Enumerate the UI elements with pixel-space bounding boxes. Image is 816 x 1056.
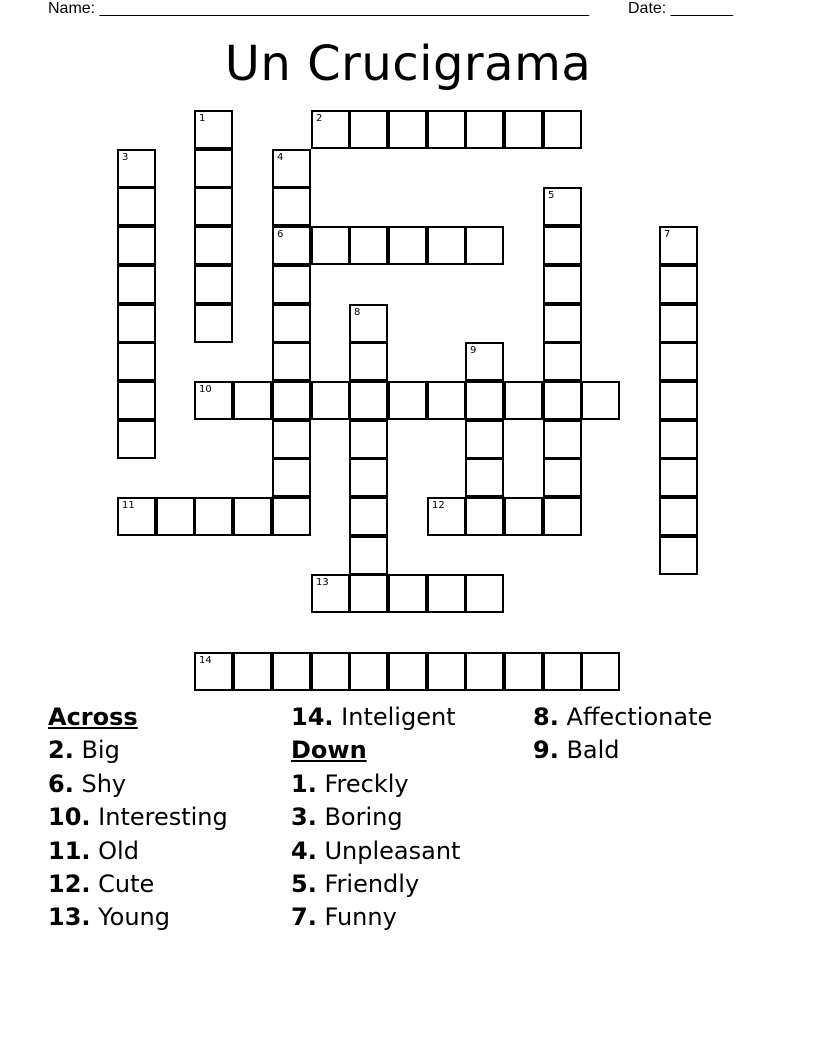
cell-number: 3 [122, 152, 129, 163]
grid-cell[interactable] [233, 497, 272, 536]
grid-cell[interactable] [194, 652, 233, 691]
date-field: Date: _______ [628, 0, 733, 17]
grid-cell[interactable] [543, 265, 582, 304]
grid-cell[interactable] [465, 226, 504, 265]
clue-across-13: 13. Young [48, 903, 170, 932]
grid-cell[interactable] [543, 381, 582, 420]
grid-cell[interactable] [543, 652, 582, 691]
grid-cell[interactable] [659, 304, 698, 343]
grid-cell[interactable] [388, 652, 427, 691]
grid-cell[interactable] [194, 110, 233, 149]
clue-across-6: 6. Shy [48, 769, 127, 798]
grid-cell[interactable] [117, 265, 156, 304]
grid-cell[interactable] [194, 304, 233, 343]
grid-cell[interactable] [117, 226, 156, 265]
clue-down-1: 1. Freckly [291, 769, 409, 798]
grid-cell[interactable] [194, 381, 233, 420]
cell-number: 14 [199, 655, 212, 666]
grid-cell[interactable] [543, 458, 582, 497]
grid-cell[interactable] [194, 497, 233, 536]
cell-number: 1 [199, 113, 206, 124]
grid-cell[interactable] [233, 381, 272, 420]
grid-cell[interactable] [194, 226, 233, 265]
grid-cell[interactable] [427, 381, 466, 420]
grid-cell[interactable] [465, 381, 504, 420]
grid-cell[interactable] [349, 381, 388, 420]
grid-cell[interactable] [543, 342, 582, 381]
grid-cell[interactable] [465, 110, 504, 149]
grid-cell[interactable] [194, 149, 233, 188]
cell-number: 13 [316, 577, 329, 588]
across-heading: Across [48, 703, 138, 731]
grid-cell[interactable] [543, 110, 582, 149]
grid-cell[interactable] [272, 265, 311, 304]
down-heading: Down [291, 736, 367, 765]
clue-down-9: 9. Bald [533, 736, 620, 765]
grid-cell[interactable] [543, 497, 582, 536]
grid-cell[interactable] [659, 458, 698, 497]
grid-cell[interactable] [349, 304, 388, 343]
grid-cell[interactable] [272, 342, 311, 381]
grid-cell[interactable] [349, 652, 388, 691]
clue-down-3: 3. Boring [291, 803, 403, 832]
grid-cell[interactable] [311, 381, 350, 420]
clue-column-3 [533, 701, 712, 768]
grid-cell[interactable] [349, 110, 388, 149]
cell-number: 12 [432, 500, 445, 511]
grid-cell[interactable] [117, 342, 156, 381]
grid-cell[interactable] [117, 304, 156, 343]
grid-cell[interactable] [543, 187, 582, 226]
grid-cell[interactable] [465, 342, 504, 381]
page-title: Un Crucigrama [224, 36, 592, 92]
clue-across-11: 11. Old [48, 836, 139, 865]
grid-cell[interactable] [272, 652, 311, 691]
grid-cell[interactable] [388, 110, 427, 149]
cell-number: 4 [277, 152, 284, 163]
grid-cell[interactable] [543, 420, 582, 459]
grid-cell[interactable] [117, 381, 156, 420]
grid-cell[interactable] [117, 187, 156, 226]
grid-cell[interactable] [311, 652, 350, 691]
grid-cell[interactable] [504, 381, 543, 420]
clue-down-4: 4. Unpleasant [291, 836, 461, 865]
cell-number: 6 [277, 229, 284, 240]
cell-number: 8 [354, 307, 361, 318]
grid-cell[interactable] [349, 420, 388, 459]
grid-cell[interactable] [349, 342, 388, 381]
cell-number: 11 [122, 500, 135, 511]
grid-cell[interactable] [388, 381, 427, 420]
grid-cell[interactable] [272, 149, 311, 188]
grid-cell[interactable] [543, 304, 582, 343]
grid-cell[interactable] [504, 110, 543, 149]
clue-column-2 [291, 701, 460, 935]
grid-cell[interactable] [272, 458, 311, 497]
clue-column-1 [48, 701, 228, 935]
grid-cell[interactable] [427, 226, 466, 265]
grid-cell[interactable] [388, 574, 427, 613]
clue-down-8: 8. Affectionate [533, 703, 713, 731]
grid-cell[interactable] [504, 652, 543, 691]
grid-cell[interactable] [388, 226, 427, 265]
cell-number: 2 [316, 113, 323, 124]
grid-cell[interactable] [117, 497, 156, 536]
cell-number: 5 [548, 190, 555, 201]
grid-cell[interactable] [194, 187, 233, 226]
grid-cell[interactable] [659, 265, 698, 304]
grid-cell[interactable] [427, 497, 466, 536]
grid-cell[interactable] [659, 536, 698, 575]
grid-cell[interactable] [349, 574, 388, 613]
grid-cell[interactable] [349, 536, 388, 575]
grid-cell[interactable] [659, 226, 698, 265]
cell-number: 9 [470, 345, 477, 356]
grid-cell[interactable] [272, 304, 311, 343]
clue-down-7: 7. Funny [291, 903, 397, 932]
clue-across-2: 2. Big [48, 736, 120, 765]
grid-cell[interactable] [581, 381, 620, 420]
grid-cell[interactable] [349, 226, 388, 265]
grid-cell[interactable] [272, 187, 311, 226]
name-field: Name: _______________________________________________________ [48, 0, 589, 17]
grid-cell[interactable] [427, 574, 466, 613]
clue-across-14: 14. Inteligent [291, 703, 456, 731]
grid-cell[interactable] [659, 381, 698, 420]
grid-cell[interactable] [272, 381, 311, 420]
grid-cell[interactable] [311, 110, 350, 149]
grid-cell[interactable] [504, 497, 543, 536]
grid-cell[interactable] [465, 652, 504, 691]
grid-cell[interactable] [465, 574, 504, 613]
clue-across-12: 12. Cute [48, 870, 155, 899]
grid-cell[interactable] [117, 420, 156, 459]
grid-cell[interactable] [465, 420, 504, 459]
grid-cell[interactable] [349, 497, 388, 536]
grid-cell[interactable] [233, 652, 272, 691]
grid-cell[interactable] [427, 652, 466, 691]
clue-down-5: 5. Friendly [291, 870, 420, 899]
grid-cell[interactable] [311, 226, 350, 265]
grid-cell[interactable] [311, 574, 350, 613]
grid-cell[interactable] [349, 458, 388, 497]
grid-cell[interactable] [659, 497, 698, 536]
grid-cell[interactable] [543, 226, 582, 265]
grid-cell[interactable] [117, 149, 156, 188]
grid-cell[interactable] [194, 265, 233, 304]
grid-cell[interactable] [465, 458, 504, 497]
grid-cell[interactable] [659, 342, 698, 381]
grid-cell[interactable] [272, 420, 311, 459]
cell-number: 10 [199, 384, 212, 395]
grid-cell[interactable] [272, 497, 311, 536]
cell-number: 7 [664, 229, 671, 240]
grid-cell[interactable] [465, 497, 504, 536]
grid-cell[interactable] [581, 652, 620, 691]
clue-across-10: 10. Interesting [48, 803, 228, 832]
grid-cell[interactable] [427, 110, 466, 149]
grid-cell[interactable] [659, 420, 698, 459]
grid-cell[interactable] [272, 226, 311, 265]
grid-cell[interactable] [156, 497, 195, 536]
